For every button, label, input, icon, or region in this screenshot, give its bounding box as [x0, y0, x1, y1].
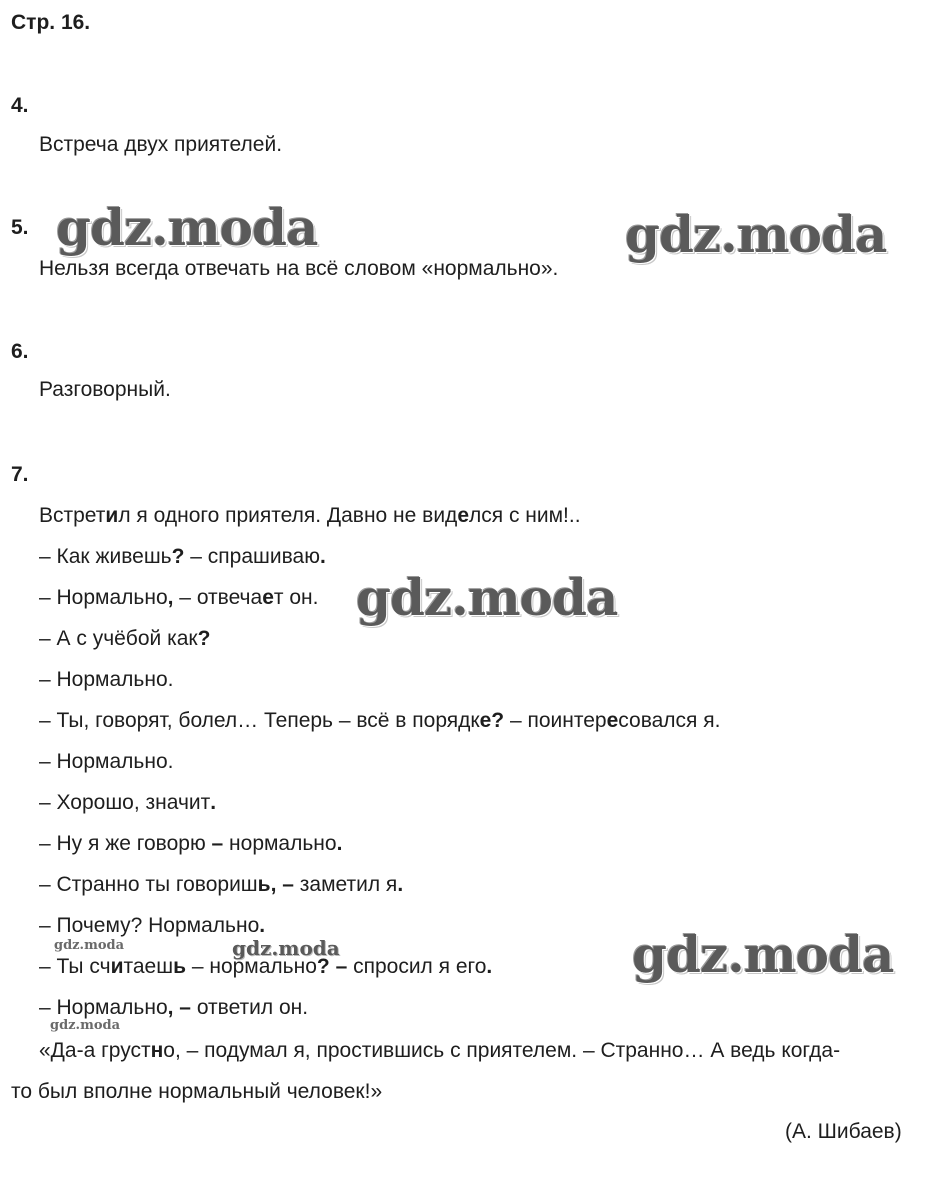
story-line-2: – Как живешь? – спрашиваю. — [39, 545, 326, 568]
story-line-14: «Да-а грустно, – подумал я, простившись с приятелем. – Странно… А ведь когда- — [39, 1039, 841, 1062]
page-title: Стр. 16. — [11, 11, 91, 34]
task-7-number: 7. — [11, 463, 29, 486]
story-line-1: Встретил я одного приятеля. Давно не виделся с ним!.. — [39, 504, 581, 527]
watermark: gdz.moda — [232, 936, 340, 960]
watermark: gdz.moda — [625, 205, 887, 264]
story-line-10: – Странно ты говоришь, – заметил я. — [39, 873, 404, 896]
task-6-number: 6. — [11, 340, 29, 363]
task-5-number: 5. — [11, 216, 29, 239]
watermark: gdz.moda — [56, 198, 318, 257]
task-6-answer: Разговорный. — [39, 378, 171, 401]
story-line-13: – Нормально, – ответил он. — [39, 996, 309, 1019]
story-line-12: – Ты считаешь – нормально? – спросил я его. — [39, 955, 493, 978]
story-line-9: – Ну я же говорю – нормально. — [39, 832, 343, 855]
watermark: gdz.moda — [50, 1018, 121, 1033]
story-line-3: – Нормально, – отвечает он. — [39, 586, 319, 609]
story-line-15: то был вполне нормальный человек!» — [11, 1080, 383, 1103]
story-line-5: – Нормально. — [39, 668, 174, 691]
watermark: gdz.moda — [632, 925, 894, 984]
story-line-4: – А с учёбой как? — [39, 627, 211, 650]
task-5-answer: Нельзя всегда отвечать на всё словом «нормально». — [39, 257, 559, 280]
task-4-answer: Встреча двух приятелей. — [39, 133, 283, 156]
story-line-8: – Хорошо, значит. — [39, 791, 217, 814]
watermark: gdz.moda — [54, 938, 125, 953]
story-author: (А. Шибаев) — [785, 1120, 902, 1143]
watermark: gdz.moda — [356, 568, 618, 627]
story-line-11: – Почему? Нормально. — [39, 914, 266, 937]
story-line-7: – Нормально. — [39, 750, 174, 773]
story-line-6: – Ты, говорят, болел… Теперь – всё в порядке? – поинтересовался я. — [39, 709, 721, 732]
task-4-number: 4. — [11, 94, 29, 117]
